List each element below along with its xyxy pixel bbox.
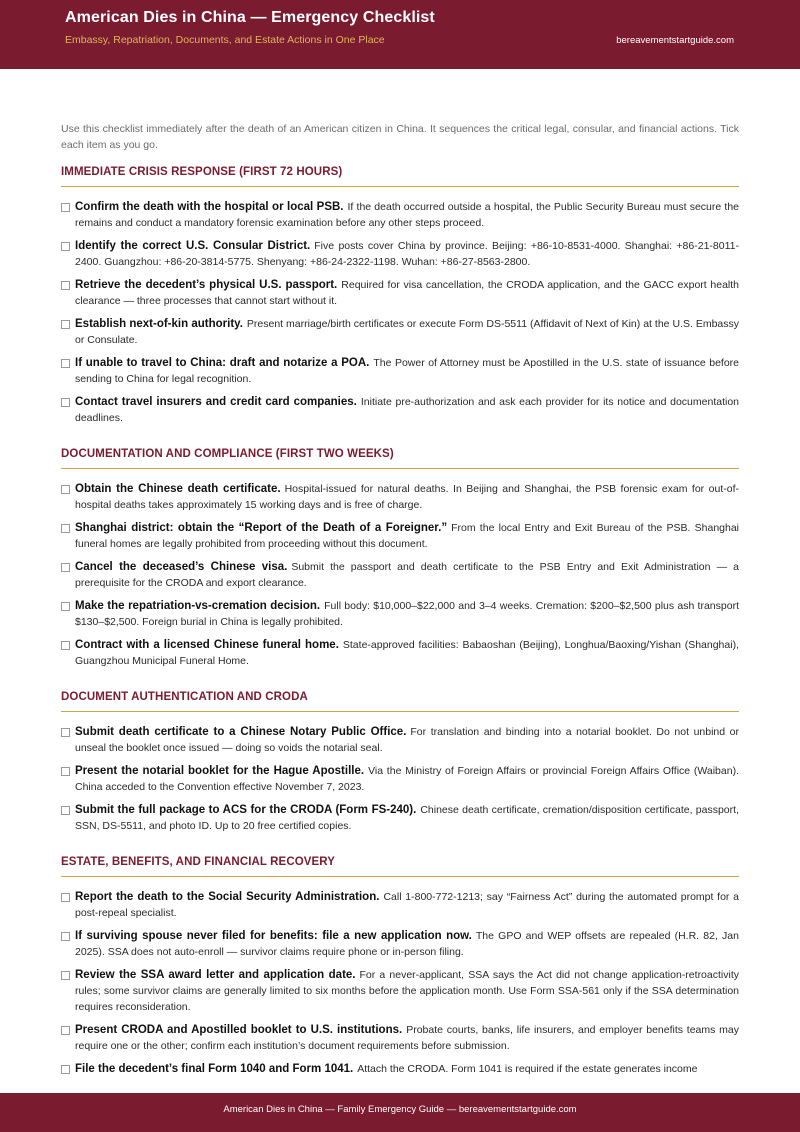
checklist-item-text: [75, 394, 739, 426]
section-heading: DOCUMENTATION AND COMPLIANCE (FIRST TWO WEEKS): [61, 448, 739, 469]
checklist-content: [61, 121, 739, 1084]
checkbox[interactable]: [61, 602, 70, 611]
checklist-item: [61, 394, 739, 426]
checkbox[interactable]: [61, 398, 70, 407]
item-body: Call 1-800-772-1213; say “Fairness Act” during the automated prompt for a post-repeal specialist.: [75, 891, 740, 919]
checkbox[interactable]: [61, 971, 70, 980]
checkbox[interactable]: [61, 641, 70, 650]
item-lead: Retrieve the decedent’s physical U.S. passport.: [75, 279, 338, 291]
item-body: If the death occurred outside a hospital, the Public Security Bureau must secure the remains and conduct a mandatory forensic examination before any other steps proceed.: [75, 201, 740, 229]
item-body: From the local Entry and Exit Bureau of the PSB. Shanghai funeral homes are legally prohibited from proceeding without this document.: [75, 522, 740, 550]
checklist-item: [61, 889, 739, 921]
checklist-item: [61, 637, 739, 669]
checklist-section: [61, 691, 739, 856]
item-body: The Power of Attorney must be Apostilled in the U.S. state of issuance before sending to China for legal recognition.: [75, 357, 739, 385]
checklist-item: [61, 238, 739, 270]
checklist-item-text: [75, 637, 739, 669]
page-header: [0, 0, 800, 69]
checkbox[interactable]: [61, 893, 70, 902]
section-heading: ESTATE, BENEFITS, AND FINANCIAL RECOVERY: [61, 856, 739, 877]
checklist-item: [61, 316, 739, 348]
checklist-sections: [61, 166, 739, 1077]
checklist-section: [61, 166, 739, 448]
section-gap: [61, 433, 739, 448]
checklist-item-text: [75, 802, 739, 834]
checklist-item: [61, 967, 739, 1015]
checkbox[interactable]: [61, 320, 70, 329]
checkbox[interactable]: [61, 563, 70, 572]
checklist-item-text: [75, 238, 739, 270]
item-body: Present marriage/birth certificates or execute Form DS-5511 (Affidavit of Next of Kin) at the U.S. Embassy or Consulate.: [75, 318, 740, 346]
checklist-item: [61, 1022, 739, 1054]
item-lead: Review the SSA award letter and application date.: [75, 969, 356, 981]
item-lead: Establish next-of-kin authority.: [75, 318, 243, 330]
checklist-item-text: [75, 559, 739, 591]
checklist-item-text: [75, 1022, 739, 1054]
item-lead: File the decedent’s final Form 1040 and Form 1041.: [75, 1063, 354, 1075]
item-body: Chinese death certificate, cremation/disposition certificate, passport, SSN, DS-5511, and photo ID. Up to 20 free certified copies.: [75, 804, 739, 832]
item-lead: Contact travel insurers and credit card companies.: [75, 396, 357, 408]
checklist-item: [61, 355, 739, 387]
checklist-item-text: [75, 967, 739, 1015]
section-gap: [61, 841, 739, 856]
checklist-item: [61, 559, 739, 591]
checklist-item-text: [75, 199, 739, 231]
checklist-item-text: [75, 598, 739, 630]
item-lead: Confirm the death with the hospital or local PSB.: [75, 201, 344, 213]
item-body: The GPO and WEP offsets are repealed (H.R. 82, Jan 2025). SSA does not auto-enroll — survivor claims require phone or in-person filing.: [75, 930, 739, 958]
item-body: Hospital-issued for natural deaths. In Beijing and Shanghai, the PSB forensic exam for out-of-hospital deaths takes approximately 15 working days and is free of charge.: [75, 483, 739, 511]
checklist-item: [61, 277, 739, 309]
section-heading: DOCUMENT AUTHENTICATION AND CRODA: [61, 691, 739, 712]
intro-text: Use this checklist immediately after the death of an American citizen in China. It sequences the critical legal, consular, and financial actions. Tick each item as you go.: [61, 123, 739, 151]
checkbox[interactable]: [61, 767, 70, 776]
checklist-item: [61, 1061, 739, 1077]
checklist-item-text: [75, 928, 739, 960]
checklist-item: [61, 520, 739, 552]
item-lead: Make the repatriation-vs-cremation decision.: [75, 600, 321, 612]
item-lead: If unable to travel to China: draft and notarize a POA.: [75, 357, 370, 369]
checklist-item-text: [75, 1061, 739, 1077]
item-lead: Obtain the Chinese death certificate.: [75, 483, 281, 495]
checklist-item: [61, 763, 739, 795]
checklist-item: [61, 928, 739, 960]
checklist-item-text: [75, 277, 739, 309]
checklist-item-text: [75, 520, 739, 552]
item-body: Five posts cover China by province. Beijing: +86-10-8531-4000. Shanghai: +86-21-8011-2400. Guangzhou: +86-20-3814-5775. Shenyang: +86-24-2322-1198. Wuhan: +86-27-8563-2800.: [75, 240, 739, 268]
document-title: American Dies in China — Emergency Checklist: [65, 9, 435, 26]
checklist-section: [61, 856, 739, 1077]
checklist-item-text: [75, 316, 739, 348]
item-body: Initiate pre-authorization and ask each provider for its notice and documentation deadlines.: [75, 396, 740, 424]
item-body: Attach the CRODA. Form 1041 is required if the estate generates income: [357, 1063, 698, 1075]
checklist-item: [61, 724, 739, 756]
checkbox[interactable]: [61, 1065, 70, 1074]
document-subtitle: Embassy, Repatriation, Documents, and Estate Actions in One Place: [65, 34, 385, 46]
checkbox[interactable]: [61, 806, 70, 815]
item-lead: Contract with a licensed Chinese funeral home.: [75, 639, 339, 651]
item-lead: Submit the full package to ACS for the CRODA (Form FS-240).: [75, 804, 417, 816]
checklist-item-text: [75, 355, 739, 387]
item-lead: Submit death certificate to a Chinese Notary Public Office.: [75, 726, 407, 738]
checkbox[interactable]: [61, 932, 70, 941]
checkbox[interactable]: [61, 203, 70, 212]
item-body: State-approved facilities: Babaoshan (Beijing), Longhua/Baoxing/Yishan (Shanghai), Guangzhou Municipal Funeral Home.: [75, 639, 739, 667]
item-lead: If surviving spouse never filed for benefits: file a new application now.: [75, 930, 472, 942]
header-site-link[interactable]: bereavementstartguide.com: [616, 35, 734, 46]
item-body: Required for visa cancellation, the CRODA application, and the GACC export health clearance — three processes that cannot start without it.: [75, 279, 740, 307]
checkbox[interactable]: [61, 524, 70, 533]
checklist-item-text: [75, 763, 739, 795]
checkbox[interactable]: [61, 242, 70, 251]
item-body: Probate courts, banks, life insurers, and employer benefits teams may require one or the other; confirm each institution’s document requirements before submission.: [75, 1024, 739, 1052]
checklist-section: [61, 448, 739, 691]
item-lead: Present CRODA and Apostilled booklet to U.S. institutions.: [75, 1024, 403, 1036]
checkbox[interactable]: [61, 1026, 70, 1035]
checkbox[interactable]: [61, 728, 70, 737]
item-lead: Identify the correct U.S. Consular District.: [75, 240, 311, 252]
item-body: Via the Ministry of Foreign Affairs or provincial Foreign Affairs Office (Waiban). China acceded to the Convention effective November 7, 2023.: [75, 765, 739, 793]
item-lead: Report the death to the Social Security Administration.: [75, 891, 380, 903]
section-gap: [61, 676, 739, 691]
checkbox[interactable]: [61, 485, 70, 494]
checklist-item: [61, 481, 739, 513]
checkbox[interactable]: [61, 281, 70, 290]
item-lead: Cancel the deceased’s Chinese visa.: [75, 561, 288, 573]
checkbox[interactable]: [61, 359, 70, 368]
checklist-item: [61, 598, 739, 630]
item-lead: Shanghai district: obtain the “Report of the Death of a Foreigner.”: [75, 522, 448, 534]
item-body: For translation and binding into a notarial booklet. Do not unbind or unseal the booklet once issued — doing so voids the notarial seal.: [75, 726, 739, 754]
section-heading: IMMEDIATE CRISIS RESPONSE (FIRST 72 HOURS): [61, 166, 739, 187]
checklist-item: [61, 802, 739, 834]
checklist-item-text: [75, 481, 739, 513]
checklist-item-text: [75, 889, 739, 921]
item-body: For a never-applicant, SSA says the Act did not change application-retroactivity rules; some survivor claims are generally limited to six months before the application month. Use Form SSA-561 only if the SSA determination requires reconsideration.: [75, 969, 739, 1013]
checklist-item: [61, 199, 739, 231]
item-body: Full body: $10,000–$22,000 and 3–4 weeks. Cremation: $200–$2,500 plus ash transport $130–$2,500. Foreign burial in China is legally prohibited.: [75, 600, 739, 628]
item-body: Submit the passport and death certificate to the PSB Entry and Exit Administration — a prerequisite for the CRODA and export clearance.: [75, 561, 739, 589]
page-footer: American Dies in China — Family Emergency Guide — bereavementstartguide.com: [0, 1093, 800, 1132]
item-lead: Present the notarial booklet for the Hague Apostille.: [75, 765, 365, 777]
checklist-item-text: [75, 724, 739, 756]
